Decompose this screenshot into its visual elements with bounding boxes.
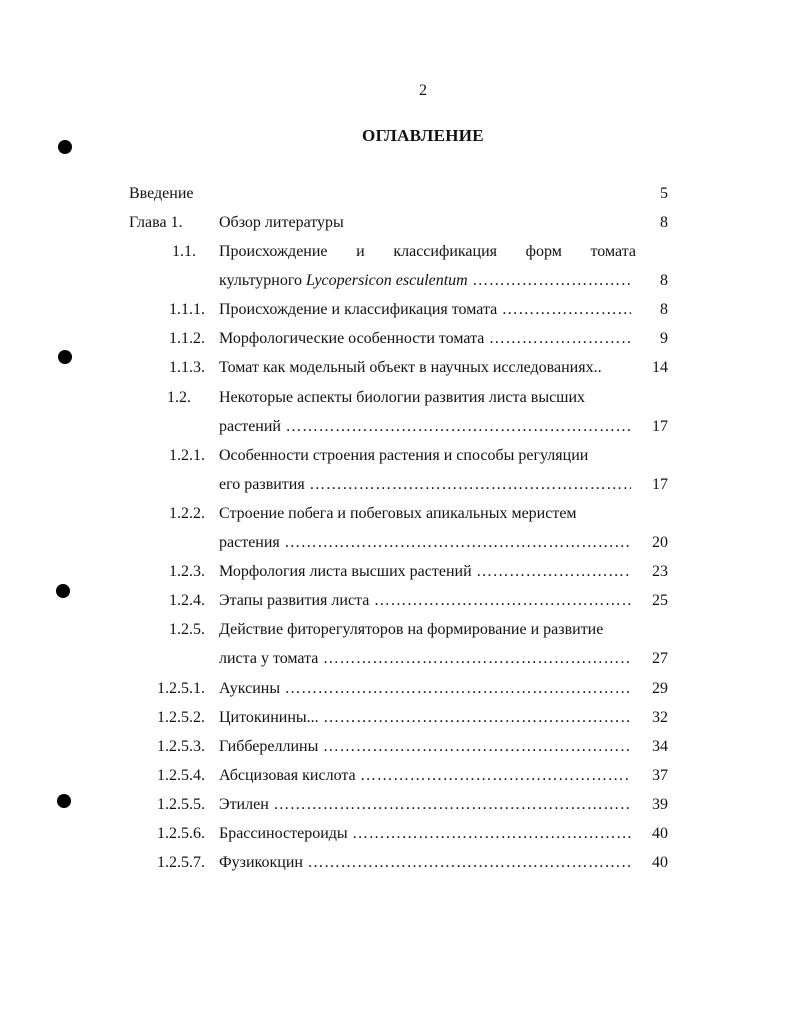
toc-entry[interactable] xyxy=(0,589,799,613)
toc-label: Цитокинины... ……………………………………………………………………………………………………………………………………………… xyxy=(219,706,631,730)
toc-entry[interactable] xyxy=(0,677,799,701)
toc-entry[interactable] xyxy=(0,706,799,730)
toc-label: Введение xyxy=(129,185,194,202)
toc-entry-cont[interactable] xyxy=(0,531,799,555)
toc-entry[interactable] xyxy=(0,822,799,846)
toc-page: 32 xyxy=(652,709,668,726)
toc-page: 8 xyxy=(660,301,668,318)
toc-word: классификация xyxy=(393,243,498,260)
toc-label xyxy=(219,240,636,264)
toc-page: 29 xyxy=(652,680,668,697)
toc-number: 1.2.5.1. xyxy=(157,680,205,697)
toc-entry[interactable] xyxy=(0,444,799,468)
toc-word: Происхождение xyxy=(219,243,328,260)
toc-label: Некоторые аспекты биологии развития листа высших xyxy=(219,389,586,406)
toc-page: 17 xyxy=(652,418,668,435)
toc-number: 1.1. xyxy=(172,243,196,260)
toc-number: 1.1.2. xyxy=(169,330,205,347)
toc-number: 1.2.5.7. xyxy=(157,854,205,871)
toc-page: 20 xyxy=(652,534,668,551)
toc-entry[interactable] xyxy=(0,793,799,817)
toc-label-cont: листа у томата ……………………………………………………………………………………………………………………………………………… xyxy=(219,647,631,671)
toc-label: Фузикокцин ……………………………………………………………………………………………………………………………………………… xyxy=(219,851,631,875)
toc-page: 40 xyxy=(652,854,668,871)
page-number: 2 xyxy=(419,82,427,99)
toc-entry-cont[interactable] xyxy=(0,647,799,671)
toc-page: 8 xyxy=(660,214,668,231)
toc-label-cont: культурного Lycopersicon esculentum ……………………………………………………………………………………………………………………………………………… xyxy=(219,269,631,293)
toc-page: 8 xyxy=(660,272,668,289)
toc-page: 5 xyxy=(660,185,668,202)
toc-label: Гиббереллины ……………………………………………………………………………………………………………………………………………… xyxy=(219,735,631,759)
toc-word: томата xyxy=(590,243,636,260)
toc-page: 14 xyxy=(652,359,668,376)
toc-label: Особенности строения растения и способы регуляции xyxy=(219,447,589,464)
toc-label: Морфологические особенности томата ……………………………………………………………………………………………………………………………………………… xyxy=(219,327,631,351)
toc-label-cont: растения ……………………………………………………………………………………………………………………………………………… xyxy=(219,531,631,555)
toc-label: Происхождение и классификация томата ……………………………………………………………………………………………………………………………………………… xyxy=(219,298,631,322)
toc-page: 27 xyxy=(652,650,668,667)
toc-number: 1.2.5. xyxy=(169,621,205,638)
toc-label: Брассиностероиды ……………………………………………………………………………………………………………………………………………… xyxy=(219,822,631,846)
toc-page: 25 xyxy=(652,592,668,609)
toc-entry[interactable] xyxy=(0,327,799,351)
toc-entry-cont[interactable] xyxy=(0,269,799,293)
toc-label: Этилен ……………………………………………………………………………………………………………………………………………… xyxy=(219,793,631,817)
toc-number: 1.2.1. xyxy=(169,447,205,464)
toc-entry[interactable] xyxy=(0,502,799,526)
toc-page: 17 xyxy=(652,476,668,493)
toc-label: Ауксины ……………………………………………………………………………………………………………………………………………… xyxy=(219,677,631,701)
toc-number: 1.2.3. xyxy=(169,563,205,580)
toc-entry[interactable] xyxy=(0,298,799,322)
species-name: Lycopersicon esculentum xyxy=(306,272,468,289)
toc-number: Глава 1. xyxy=(129,214,183,231)
toc-label: Морфология листа высших растений ……………………………………………………………………………………………………………………………………………… xyxy=(219,560,631,584)
toc-number: 1.2.5.3. xyxy=(157,738,205,755)
toc-chapter[interactable] xyxy=(0,211,799,235)
toc-entry[interactable] xyxy=(0,356,799,380)
toc-label: Строение побега и побеговых апикальных меристем xyxy=(219,505,577,522)
toc-word: и xyxy=(356,243,365,260)
toc-page: 37 xyxy=(652,767,668,784)
toc-number: 1.2.2. xyxy=(169,505,205,522)
toc-intro[interactable] xyxy=(0,182,799,206)
toc-entry[interactable] xyxy=(0,560,799,584)
toc-entry[interactable] xyxy=(0,240,799,264)
toc-number: 1.2.5.2. xyxy=(157,709,205,726)
toc-number: 1.2.4. xyxy=(169,592,205,609)
toc-entry[interactable] xyxy=(0,735,799,759)
toc-number: 1.1.1. xyxy=(169,301,205,318)
page-title: ОГЛАВЛЕНИЕ xyxy=(362,126,484,145)
toc-label: Томат как модельный объект в научных исследованиях.. xyxy=(219,359,602,376)
toc-page: 9 xyxy=(660,330,668,347)
toc-entry-cont[interactable] xyxy=(0,473,799,497)
toc-label: Обзор литературы xyxy=(219,214,344,231)
toc-entry[interactable] xyxy=(0,386,799,410)
toc-entry[interactable] xyxy=(0,618,799,642)
toc-number: 1.1.3. xyxy=(169,359,205,376)
toc-label-cont: его развития ……………………………………………………………………………………………………………………………………………… xyxy=(219,473,631,497)
toc-entry[interactable] xyxy=(0,851,799,875)
toc-page: 39 xyxy=(652,796,668,813)
toc-label-cont: растений ……………………………………………………………………………………………………………………………………………… xyxy=(219,415,631,439)
toc-label: Абсцизовая кислота ……………………………………………………………………………………………………………………………………………… xyxy=(219,764,631,788)
toc-label: Этапы развития листа ……………………………………………………………………………………………………………………………………………… xyxy=(219,589,631,613)
toc-page: 34 xyxy=(652,738,668,755)
toc-page: 23 xyxy=(652,563,668,580)
toc-word: форм xyxy=(525,243,562,260)
toc-page: 40 xyxy=(652,825,668,842)
toc-label: Действие фиторегуляторов на формирование и развитие xyxy=(219,621,604,638)
toc-entry[interactable] xyxy=(0,764,799,788)
toc-number: 1.2.5.4. xyxy=(157,767,205,784)
toc-entry-cont[interactable] xyxy=(0,415,799,439)
toc-number: 1.2.5.6. xyxy=(157,825,205,842)
toc-number: 1.2.5.5. xyxy=(157,796,205,813)
toc-number: 1.2. xyxy=(167,389,191,406)
